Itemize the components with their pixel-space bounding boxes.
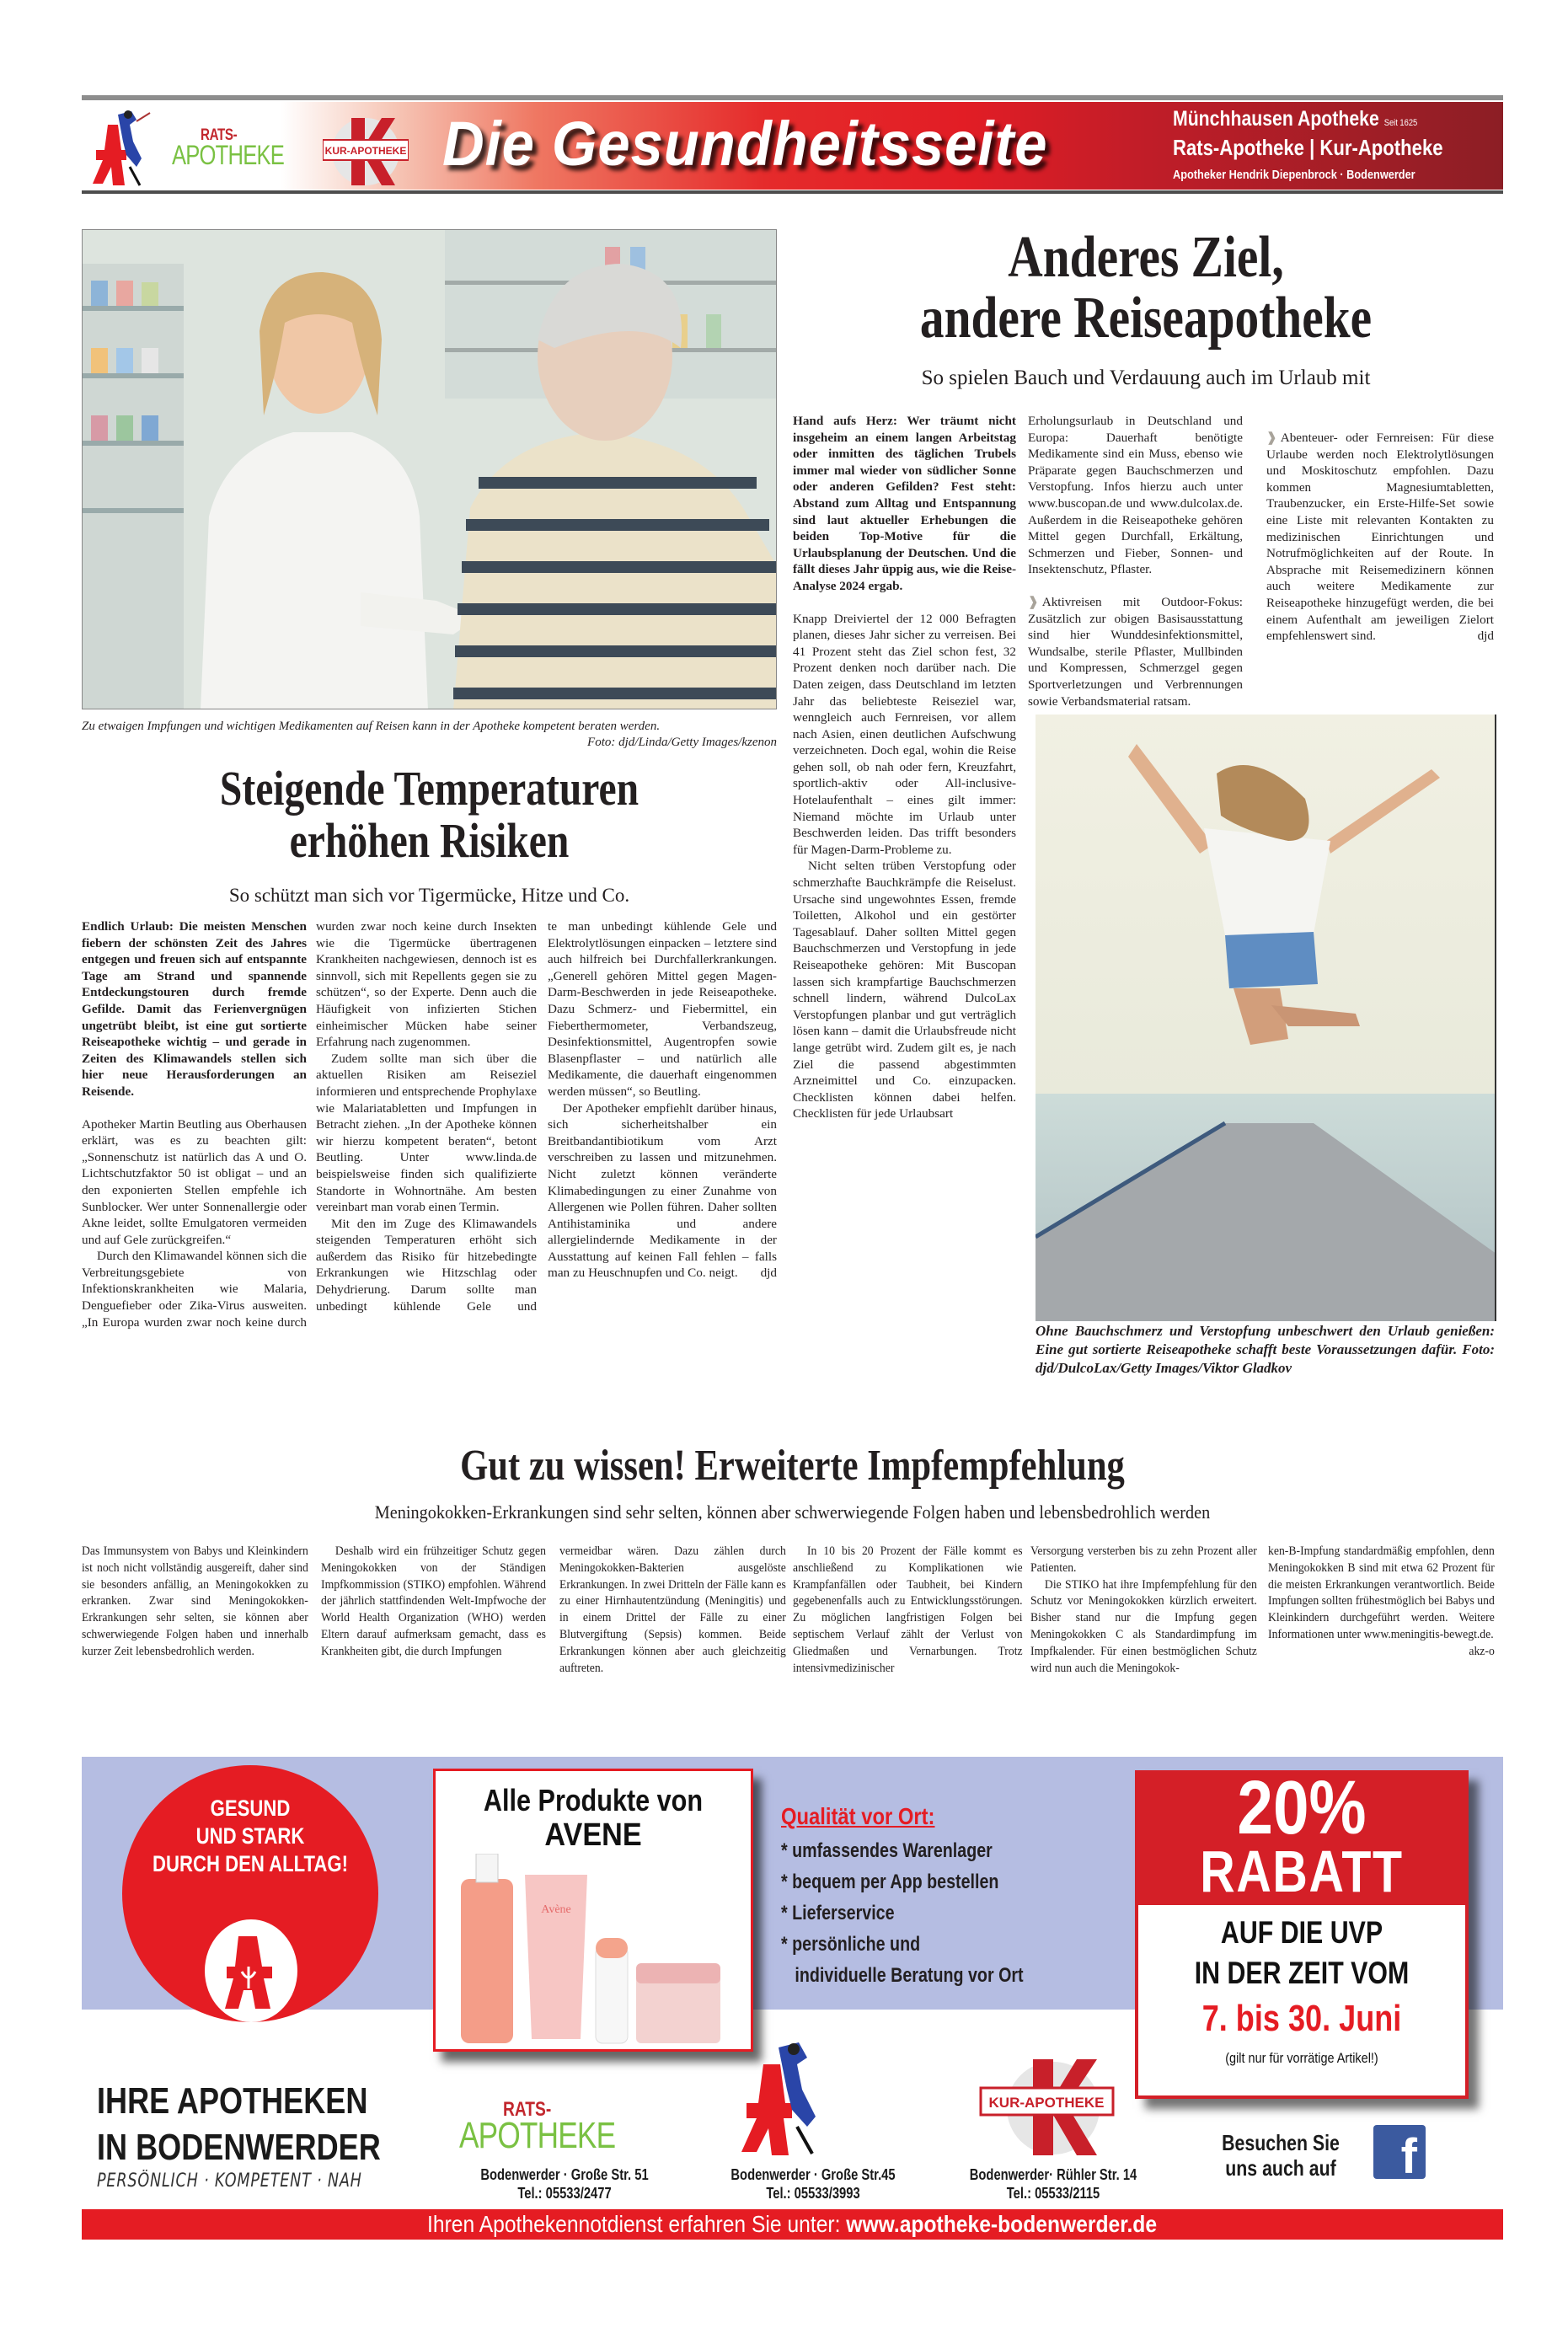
article2-subheadline: So schützt man sich vor Tigermücke, Hitze und Co.	[228, 885, 630, 906]
store-address: Bodenwerder · Große Str.45	[730, 2166, 896, 2183]
page-title: Die Gesundheitsseite	[442, 109, 1048, 179]
discount-banner	[1135, 1766, 1469, 1905]
footer-url-link[interactable]: www.apotheke-bodenwerder.de	[846, 2211, 1158, 2237]
article2-paragraph: Der Apotheker empfiehlt darüber hinaus, sich sicherheitshalber ein Breitbandantibiotikum vom Arzt verschreiben zu lassen und mitzunehmen. Nicht zuletzt können veränderte Klimabedingungen zu einer Zunahme von Allergenen wie Pollen führen. Daher sollten Antihistaminika und andere allergielindernde Medikamente in der Ausstattung auf keinen Fall fehlen – falls man zu Heuschnupfen und Co. neigt. djd	[548, 1100, 777, 1281]
kur-logo-text: KUR-APOTHEKE	[324, 145, 407, 157]
article2-paragraph: Zudem sollte man sich über die aktuellen Risiken am Reiseziel informieren und entsprechende Prophylaxe wie Malariatabletten und Impfungen in Betracht ziehen. „In der Apotheke können wir hierzu kompetent beraten“, betont Beutling. Unter www.linda.de beispielsweise finden sich qualifizierte Standorte in Wohnortnähe. Am besten vereinbart man vorab einen Termin.	[316, 1051, 537, 1215]
article1-lead: Hand aufs Herz: Wer träumt nicht insgeheim an einem langen Arbeitstag oder inmitten des täglichen Trubels immer mal wieder von südlicher Sonne oder anderen Gefilden? Fest steht: Abstand zum Alltag und Entspannung sind laut aktueller Erhebungen die beiden Top-Motive für die Urlaubsplanung der Deutschen. Und die fällt dieses Jahr üppig aus, wie die Reise-Analyse 2024 ergab.	[793, 414, 1016, 593]
article2-headline: Steigende Temperaturen erhöhen Risiken	[219, 761, 640, 868]
header-founded: Seit 1625	[1383, 118, 1418, 128]
avene-products-image	[444, 1854, 743, 2047]
article2-paragraph: Mit den im Zuge des Klimawandels steigenden Temperaturen erhöht sich außerdem das Risiko für hitzebedingte Erkrankungen wie Hitzschlag oder Dehydrierung. Darum sollte man unbedingt kühlende Gele und	[316, 1216, 537, 1314]
brand-slogan: PERSÖNLICH · KOMPETENT · NAH	[97, 2170, 362, 2192]
store-rats-apotheke	[461, 2165, 668, 2203]
facebook-invite: Besuchen Sie uns auch auf	[1222, 2130, 1340, 2181]
rats-apotheke-logo	[160, 126, 303, 174]
avene-brand: AVENE	[544, 1817, 642, 1853]
article1-signature: djd	[1477, 629, 1494, 644]
article2-paragraph: wurden zwar noch keine durch Insekten wie die Tigermücke übertragenen Krankheiten nachgewiesen, dennoch ist es sinnvoll, sich mit Repellents gegen sie zu schützen“, so der Experte. Denn auch die Häufigkeit von infizierten Stichen einheimischer Mücken habe seiner Erfahrung nach zugenommen.	[316, 919, 537, 1050]
article3-headline: Gut zu wissen! Erweiterte Impfempfehlung	[460, 1442, 1125, 1490]
discount-details	[1135, 1905, 1469, 2099]
quality-list	[781, 1803, 1118, 1991]
discount-box	[1135, 1766, 1469, 2099]
kur-apotheke-logo	[323, 116, 409, 187]
article3-column-4: In 10 bis 20 Prozent der Fälle kommt es anschließend zu Komplikationen wie Krampfanfällen oder Taubheit, bei Kindern gegebenenfalls auch zu Entwicklungsstörungen. Zu möglichen langfristigen Folgen bei septischem Verlauf zählt der Verlust von Gliedmaßen und Vernarbungen. Trotz intensivmedizinischer	[793, 1544, 1023, 1675]
article3-column-3: vermeidbar wären. Dazu zählen durch Meningokokken-Bakterien ausgelöste Erkrankungen. In zwei Dritteln der Fälle kann es zu einer Hirnhautentzündung (Meningitis) und in einem Drittel der Fälle zu einer Blutvergiftung (Sepsis) kommen. Beide Erkrankungen können aber auch gleichzeitig auftreten.	[559, 1544, 786, 1675]
article3-column-2: Deshalb wird ein frühzeitiger Schutz gegen Meningokokken von der Ständigen Impfkommission (STIKO) empfohlen. Während der jährlich stattfindenden Welt-Impfwoche der World Health Organization (WHO) werden Eltern darauf aufmerksam gemacht, dass es Krankheiten gibt, die durch Impfungen	[321, 1544, 546, 1658]
article3-column-1: Das Immunsystem von Babys und Kleinkindern ist noch nicht vollständig ausgereift, daher sind sie besonders anfällig, an Meningokokken zu erkranken. Zwar sind Meningokokken-Erkrankungen sehr selten, sie können aber schwerwiegende Folgen haben und innerhalb kurzer Zeit lebensbedrohlich werden.	[82, 1544, 308, 1658]
discount-note: (gilt nur für vorrätige Artikel!)	[1225, 2050, 1378, 2066]
article1-paragraph: ❱ Aktivreisen mit Outdoor-Fokus: Zusätzlich zur obigen Basisausstattung sind hier Wunddesinfektionsmittel, Wundsalbe, sterile Pflaster, Mullbinden und Kompressen, Schmerzgel gegen Sportverletzungen und Verbrennungen sowie Verbandsmaterial ratsam.	[1028, 594, 1243, 709]
article1-headline: Anderes Ziel, andere Reiseapotheke	[919, 225, 1373, 351]
pharmacy-scene-illustration	[83, 230, 777, 709]
kur-apotheke-logo-footer	[977, 2056, 1116, 2157]
apotheke-a-icon	[205, 1919, 297, 2022]
rats-apotheke-logo-footer: RATS- APOTHEKE	[459, 2098, 616, 2156]
jumping-woman-photo-caption: Ohne Bauchschmerz und Verstopfung unbeschwert den Urlaub genießen: Eine gut sortierte Reiseapotheke schafft beste Voraussetzungen dafür. Foto: djd/DulcoLax/Getty Images/Viktor Gladkov	[1036, 1323, 1495, 1376]
uvp-line-2: IN DER ZEIT VOM	[1194, 1956, 1410, 1990]
rats-logo-bottom-text: APOTHEKE	[172, 140, 285, 170]
muenchhausen-apotheke-logo	[93, 108, 156, 187]
article3-signature: akz-o	[1469, 1644, 1495, 1658]
header-top-rule	[82, 95, 1503, 100]
footer-text: Ihren Apothekennotdienst erfahren Sie unter:	[427, 2211, 847, 2237]
article3-subheadline: Meningokokken-Erkrankungen sind sehr selten, können aber schwerwiegende Folgen haben und lebensbedrohlich werden	[374, 1501, 1211, 1523]
avene-product-box	[433, 1769, 753, 2052]
quality-item: * Lieferservice	[781, 1902, 895, 1924]
store-muenchhausen-apotheke	[709, 2165, 917, 2203]
quality-heading: Qualität vor Ort:	[781, 1803, 935, 1829]
photo-credit: Foto: djd/Linda/Getty Images/kzenon	[587, 736, 777, 749]
store-address: Bodenwerder · Große Str. 51	[480, 2166, 649, 2183]
facebook-icon[interactable]: f	[1373, 2125, 1426, 2179]
article3-column-6: ken-B-Impfung standardmäßig empfohlen, denn Meningokokken B sind mit etwa 62 Prozent für die meisten Erkrankungen verantwortlich. Beide Impfungen sollten frühestmöglich bei Babys und Kleinkindern durchgeführt werden. Weitere Informationen unter www.meningitis-bewegt.de. akz-o	[1268, 1544, 1495, 1661]
header-pharmacist: Apotheker Hendrik Diepenbrock · Bodenwerder	[1173, 168, 1415, 182]
article2-paragraph: Durch den Klimawandel können sich die Verbreitungsgebiete von Infektionskrankheiten wie Malaria, Denguefieber oder Zika-Virus ausweiten. „In Europa wurden zwar noch keine durch	[82, 1249, 307, 1330]
quality-item: * bequem per App bestellen	[781, 1871, 999, 1893]
quality-items	[781, 1835, 1118, 1991]
article2-lead: Endlich Urlaub: Die meisten Menschen fiebern der schönsten Zeit des Jahres entgegen und freuen sich auf entspannte Tage am Strand und spannende Entdeckungstouren durch fremde Gefilde. Damit das Ferienvergnügen ungetrübt bleibt, ist eine gut sortierte Reiseapotheke wichtig – und gerade in Zeiten des Klimawandels stellen sich hier neue Herausforderungen an Reisende.	[82, 919, 307, 1099]
article1-subheadline: So spielen Bauch und Verdauung auch im Urlaub mit	[921, 367, 1371, 389]
store-phone: Tel.: 05533/2477	[517, 2185, 612, 2202]
article3-column-5: Versorgung versterben bis zu zehn Prozent aller Patienten. Die STIKO hat ihre Impfempfehlung für den Schutz vor Meningokokken kürzlich erweitert. Bisher stand nur die Impfung gegen Meningokokken C als Standardimpfung im Impfkalender. Für einen bestmöglichen Schutz wird nun auch die Meningokok-	[1030, 1544, 1257, 1675]
kur-logo-footer-text: KUR-APOTHEKE	[988, 2095, 1105, 2111]
discount-word: RABATT	[1200, 1839, 1404, 1904]
header-pharmacies: Rats-Apotheke | Kur-Apotheke	[1173, 135, 1443, 160]
emergency-service-banner	[82, 2209, 1503, 2240]
quality-item: individuelle Beratung vor Ort	[795, 1964, 1024, 1987]
article1-column-1	[793, 413, 1016, 1122]
discount-date-range: 7. bis 30. Juni	[1201, 1998, 1402, 2039]
jumping-woman-photo	[1036, 715, 1496, 1321]
article2-column-1	[82, 918, 307, 1330]
article1-paragraph: ❱ Abenteuer- oder Fernreisen: Für diese Urlaube werden noch Elektrolytlösungen und Moskitoschutz empfohlen. Dazu kommen Magnesiumtabletten, Traubenzucker, ein Erste-Hilfe-Set sowie eine Liste mit relevanten Kontakten zu medizinischen Einrichtungen und Notrufmöglichkeiten auf der Route. In Absprache mit Reisemedizinern können auch weitere Medikamente zur Reiseapotheke hinzugefügt werden, die bei einem Aufenthalt am jeweiligen Zielort empfehlenswert sind. djd	[1266, 431, 1494, 644]
header-publisher-info	[1173, 107, 1497, 182]
slogan-circle-text: GESUND UND STARK DURCH DEN ALLTAG!	[152, 1796, 349, 1876]
beach-pier-illustration	[1036, 715, 1496, 1321]
muenchhausen-apotheke-logo-footer	[741, 2039, 834, 2157]
article2-paragraph: te man unbedingt kühlende Gele und Elektrolytlösungen einpacken – letztere sind auch hilfreich bei Durchfallerkrankungen. „Generell gehören Mittel gegen Magen-Darm-Beschwerden in jede Reiseapotheke. Dazu Schmerz- und Fiebermittel, ein Fieberthermometer, Verbandszeug, Desinfektionsmittel, Augentropfen sowie Blasenpflaster – und natürlich alle Medikamente, die dauerhaft eingenommen werden müssen“, so Beutling.	[548, 919, 777, 1099]
article2-column-3	[548, 918, 777, 1282]
product-label: Avène	[541, 1903, 571, 1916]
store-phone: Tel.: 05533/3993	[766, 2185, 860, 2202]
quality-item: * umfassendes Warenlager	[781, 1839, 993, 1862]
article2-column-2	[316, 918, 537, 1315]
article1-column-2	[1028, 413, 1243, 716]
pharmacist-photo-caption: Zu etwaigen Impfungen und wichtigen Medikamenten auf Reisen kann in der Apotheke kompetent beraten werden. Foto: djd/Linda/Getty Images/kzenon	[82, 720, 777, 749]
slogan-circle	[122, 1765, 378, 2022]
article1-paragraph: Erholungsurlaub in Deutschland und Europa: Dauerhaft benötigte Medikamente sind ein Muss, ebenso wie Präparate gegen Bauchschmerzen und Verstopfung. Infos hierzu auch unter www.buscopan.de und www.dulcolax.de. Außerdem in die Reiseapotheke gehören Mittel gegen Durchfall, Erkältung, Schmerzen und Fieber, Sonnen- und Insektenschutz, Pflaster.	[1028, 414, 1243, 577]
store-address: Bodenwerder· Rühler Str. 14	[969, 2166, 1137, 2183]
store-kur-apotheke	[950, 2165, 1157, 2203]
avene-title: Alle Produkte von	[483, 1783, 704, 1817]
article1-paragraph: Nicht selten trüben Verstopfung oder schmerzhafte Bauchkrämpfe die Reiselust. Ursache sind ungewohntes Essen, fremde Toiletten, Alkohol und ein gestörter Tagesablauf. Daher sollten Mittel gegen Bauchschmerzen und Verstopfung in jede Reiseapotheke gehören: Mit Buscopan lassen sich krampfartige Bauchschmerzen schnell lindern, während DulcoLax Verstopfungen planbar und gut verträglich lösen kann – damit die Urlaubsfreude nicht lange getrübt wird. Zudem gilt es, je nach Ziel die passend abgestimmten Arzneimittel und Co. einzupacken. Checklisten können dabei helfen. Checklisten für jede Urlaubsart	[793, 859, 1016, 1121]
article2-signature: djd	[760, 1266, 777, 1281]
quality-item: * persönliche und	[781, 1933, 921, 1956]
store-phone: Tel.: 05533/2115	[1006, 2185, 1100, 2202]
article1-paragraph: Knapp Dreiviertel der 12 000 Befragten planen, dieses Jahr sicher zu verreisen. Bei 41 Prozent steht das Ziel schon fest, 32 Prozent denken noch darüber nach. Die Daten zeigen, dass Deutschland im letzten Jahr das beliebteste Reiseziel war, wenngleich auch Fernreisen, vor allem nach Asien, einen deutlichen Aufschwung verzeichneten. Doch egal, wohin die Reise gehen soll, ob nah oder fern, Kreuzfahrt, sportlich-aktiv oder All-inclusive-Hotelaufenthalt – eines gilt immer: Niemand möchte im Urlaub unter Beschwerden leiden. Das trifft besonders für Magen-Darm-Probleme zu.	[793, 611, 1016, 857]
article1-column-3	[1266, 430, 1494, 645]
bullet-marker-icon: ❱	[1028, 594, 1039, 609]
uvp-line-1: AUF DIE UVP	[1220, 1915, 1383, 1950]
header-bottom-rule	[82, 190, 1503, 194]
article2-paragraph: Apotheker Martin Beutling aus Oberhausen erklärt, was es zu beachten gilt: „Sonnenschutz ist natürlich das A und O. Lichtschutzfaktor 50 ist obligat – und an den exponierten Stellen empfehle ich Sunblocker. Wer unter Sonnenallergie oder Akne leidet, sollte Emulgatoren vermeiden und auf Gele zurückgreifen.“	[82, 1116, 307, 1247]
rats-logo-top-text: RATS-	[201, 126, 238, 144]
discount-percent: 20%	[1237, 1766, 1367, 1850]
pharmacist-photo	[82, 229, 777, 709]
bullet-marker-icon: ❱	[1266, 431, 1277, 445]
brand-headline: IHRE APOTHEKEN IN BODENWERDER	[97, 2080, 381, 2168]
header-pharmacy-name: Münchhausen Apotheke Seit 1625	[1173, 107, 1418, 131]
